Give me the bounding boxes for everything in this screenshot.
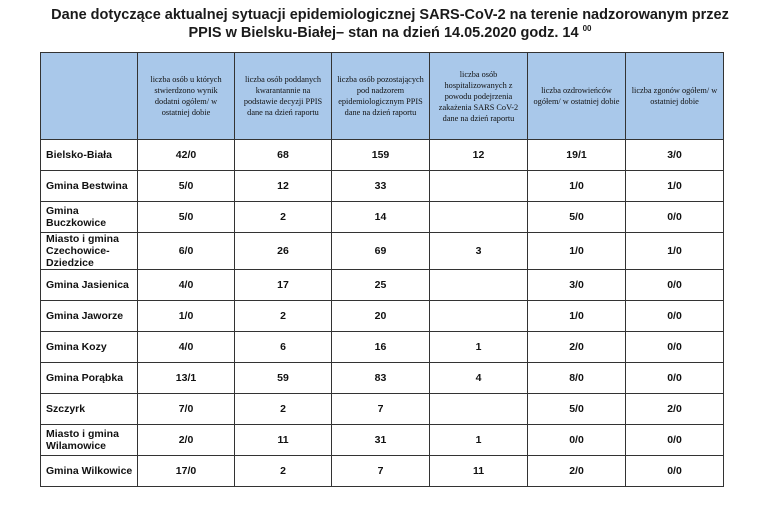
table-cell: 1/0 — [528, 301, 626, 332]
table-cell: 159 — [332, 140, 430, 171]
table-cell: 0/0 — [626, 425, 724, 456]
table-cell: 3/0 — [626, 140, 724, 171]
column-header: liczba zgonów ogółem/ w ostatniej dobie — [626, 53, 724, 140]
table-cell — [430, 270, 528, 301]
table-cell: 1 — [430, 425, 528, 456]
table-cell — [430, 301, 528, 332]
table-cell: 5/0 — [528, 394, 626, 425]
table-cell: 3 — [430, 233, 528, 270]
table-cell: 5/0 — [138, 202, 235, 233]
row-label: Miasto i gmina Czechowice-Dziedzice — [41, 233, 138, 270]
table-cell: 1/0 — [528, 171, 626, 202]
table-cell: 19/1 — [528, 140, 626, 171]
table-cell: 11 — [235, 425, 332, 456]
table-cell: 4 — [430, 363, 528, 394]
table-cell: 3/0 — [528, 270, 626, 301]
table-cell: 12 — [235, 171, 332, 202]
table-cell: 0/0 — [626, 301, 724, 332]
table-cell: 17/0 — [138, 456, 235, 487]
table-row — [41, 456, 724, 487]
table-cell: 2 — [235, 202, 332, 233]
column-header: liczba ozdrowieńców ogółem/ w ostatniej dobie — [528, 53, 626, 140]
table-cell: 8/0 — [528, 363, 626, 394]
table-row — [41, 140, 724, 171]
row-label: Gmina Jaworze — [41, 301, 138, 332]
table-cell: 2 — [235, 456, 332, 487]
row-label: Bielsko-Biała — [41, 140, 138, 171]
table-cell: 26 — [235, 233, 332, 270]
table-cell: 1/0 — [626, 233, 724, 270]
table-cell: 42/0 — [138, 140, 235, 171]
table-cell: 0/0 — [626, 202, 724, 233]
table-cell: 0/0 — [626, 270, 724, 301]
table-cell: 2 — [235, 301, 332, 332]
table-cell: 20 — [332, 301, 430, 332]
row-label: Gmina Bestwina — [41, 171, 138, 202]
table-cell: 0/0 — [626, 332, 724, 363]
title-line-1: Dane dotyczące aktualnej sytuacji epidemiologicznej SARS-CoV-2 na terenie nadzorowanym przez — [51, 7, 729, 23]
row-label: Gmina Jasienica — [41, 270, 138, 301]
table-cell: 4/0 — [138, 332, 235, 363]
table-cell: 0/0 — [626, 456, 724, 487]
header-row — [41, 53, 724, 140]
table-cell: 1/0 — [626, 171, 724, 202]
title-superscript: 00 — [582, 24, 592, 34]
row-label: Gmina Buczkowice — [41, 202, 138, 233]
table-cell: 2 — [235, 394, 332, 425]
table-cell: 2/0 — [626, 394, 724, 425]
table-cell: 12 — [430, 140, 528, 171]
table-cell — [430, 171, 528, 202]
table-cell: 0/0 — [626, 363, 724, 394]
table-row — [41, 233, 724, 270]
table-row — [41, 394, 724, 425]
column-header: liczba osób u których stwierdzono wynik dodatni ogółem/ w ostatniej dobie — [138, 53, 235, 140]
table-cell: 59 — [235, 363, 332, 394]
table-cell: 16 — [332, 332, 430, 363]
table-cell: 5/0 — [528, 202, 626, 233]
column-header: liczba osób poddanych kwarantannie na podstawie decyzji PPIS dane na dzień raportu — [235, 53, 332, 140]
row-label: Gmina Porąbka — [41, 363, 138, 394]
table-cell: 7 — [332, 394, 430, 425]
table-cell: 17 — [235, 270, 332, 301]
table-cell: 83 — [332, 363, 430, 394]
table-cell: 25 — [332, 270, 430, 301]
table-cell: 2/0 — [138, 425, 235, 456]
table-cell: 31 — [332, 425, 430, 456]
table-cell: 2/0 — [528, 456, 626, 487]
table-cell: 33 — [332, 171, 430, 202]
row-label: Szczyrk — [41, 394, 138, 425]
table-cell: 7/0 — [138, 394, 235, 425]
table-row — [41, 425, 724, 456]
table-cell: 1 — [430, 332, 528, 363]
title-line-2 — [0, 24, 780, 42]
table-cell — [430, 394, 528, 425]
table-row — [41, 270, 724, 301]
table-cell: 4/0 — [138, 270, 235, 301]
table-cell: 11 — [430, 456, 528, 487]
table-cell: 6/0 — [138, 233, 235, 270]
document-title — [0, 6, 780, 42]
table-row — [41, 332, 724, 363]
table-cell: 1/0 — [528, 233, 626, 270]
table-cell: 2/0 — [528, 332, 626, 363]
table-cell: 14 — [332, 202, 430, 233]
table-cell: 5/0 — [138, 171, 235, 202]
table-row — [41, 363, 724, 394]
table-cell: 1/0 — [138, 301, 235, 332]
table-cell: 13/1 — [138, 363, 235, 394]
row-label: Gmina Kozy — [41, 332, 138, 363]
header-corner — [41, 53, 138, 140]
epidemiological-table — [40, 52, 724, 487]
table-cell: 0/0 — [528, 425, 626, 456]
column-header: liczba osób pozostających pod nadzorem epidemiologicznym PPIS dane na dzień raportu — [332, 53, 430, 140]
table-cell: 6 — [235, 332, 332, 363]
table-cell — [430, 202, 528, 233]
table-row — [41, 202, 724, 233]
table-row — [41, 171, 724, 202]
table-cell: 68 — [235, 140, 332, 171]
title-line-2-text: PPIS w Bielsku-Białej– stan na dzień 14.05.2020 godz. 14 — [188, 25, 579, 41]
column-header: liczba osób hospitalizowanych z powodu podejrzenia zakażenia SARS CoV-2 dane na dzień raportu — [430, 53, 528, 140]
row-label: Gmina Wilkowice — [41, 456, 138, 487]
table-cell: 7 — [332, 456, 430, 487]
table-row — [41, 301, 724, 332]
table-cell: 69 — [332, 233, 430, 270]
row-label: Miasto i gmina Wilamowice — [41, 425, 138, 456]
table-body — [41, 140, 724, 487]
